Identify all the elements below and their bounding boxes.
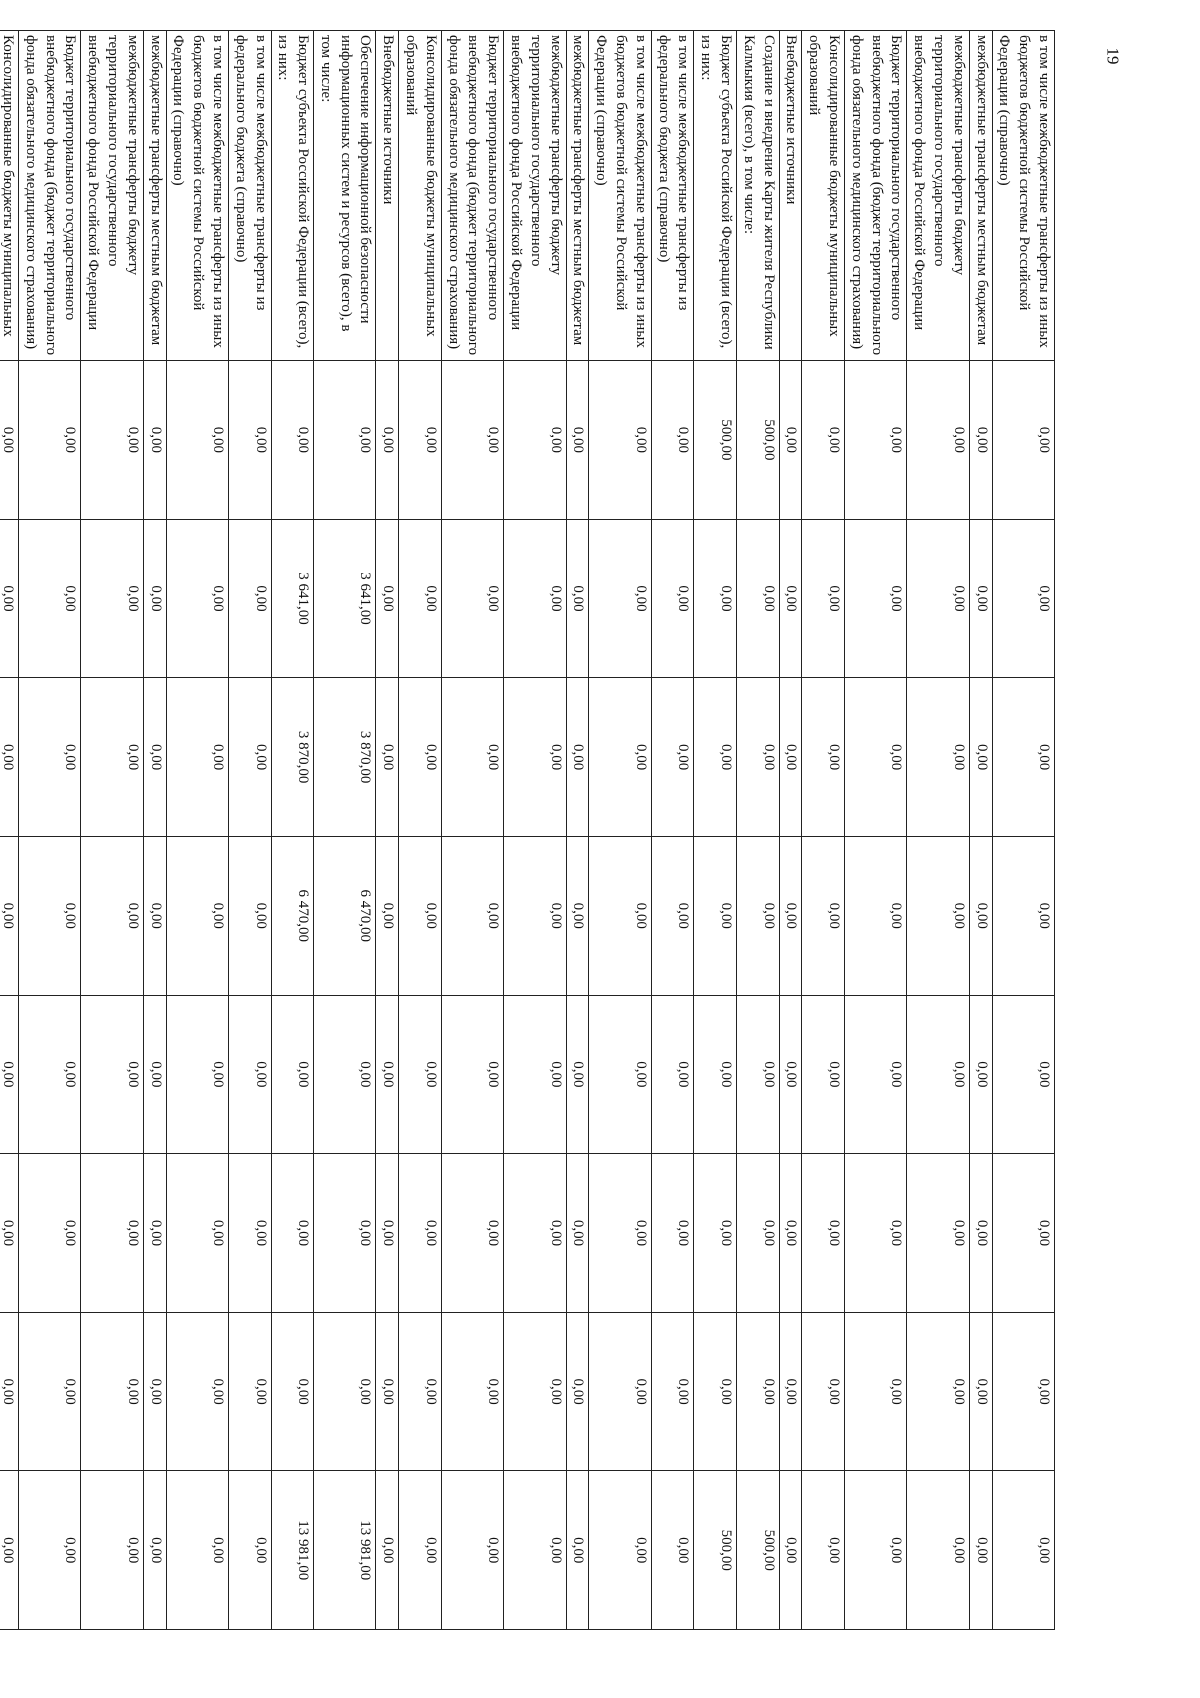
table-row [314, 31, 376, 1630]
value-cell: 0,00 [802, 1154, 845, 1313]
value-cell: 0,00 [589, 1154, 651, 1313]
value-cell: 0,00 [737, 519, 780, 678]
value-cell: 0,00 [566, 361, 589, 520]
value-cell: 0,00 [779, 519, 802, 678]
value-cell: 0,00 [845, 519, 907, 678]
value-cell: 0,00 [376, 678, 399, 837]
value-cell: 0,00 [441, 836, 503, 995]
value-cell: 0,00 [504, 1312, 566, 1471]
value-cell: 0,00 [845, 1471, 907, 1630]
value-cell: 0,00 [779, 678, 802, 837]
value-cell: 0,00 [504, 995, 566, 1154]
value-cell: 0,00 [18, 1312, 80, 1471]
value-cell: 0,00 [441, 1312, 503, 1471]
value-cell: 0,00 [0, 836, 18, 995]
value-cell: 0,00 [694, 995, 737, 1154]
value-cell: 0,00 [228, 1312, 271, 1471]
value-cell: 0,00 [802, 836, 845, 995]
value-cell: 0,00 [566, 519, 589, 678]
value-cell: 0,00 [314, 1154, 376, 1313]
value-cell: 0,00 [376, 1312, 399, 1471]
value-cell: 0,00 [589, 1312, 651, 1471]
value-cell: 3 641,00 [314, 519, 376, 678]
value-cell: 0,00 [969, 678, 992, 837]
value-cell: 0,00 [802, 361, 845, 520]
value-cell: 0,00 [143, 1154, 166, 1313]
value-cell: 0,00 [271, 1154, 314, 1313]
value-cell: 0,00 [0, 678, 18, 837]
row-label: в том числе межбюджетные трансферты из федерального бюджета (справочно) [228, 31, 271, 361]
table-row [907, 31, 969, 1630]
value-cell: 0,00 [271, 995, 314, 1154]
value-cell: 0,00 [566, 1471, 589, 1630]
value-cell: 0,00 [166, 361, 228, 520]
value-cell: 0,00 [992, 361, 1054, 520]
value-cell: 0,00 [992, 1154, 1054, 1313]
value-cell: 0,00 [143, 678, 166, 837]
value-cell: 0,00 [399, 1154, 442, 1313]
value-cell: 0,00 [651, 1471, 694, 1630]
value-cell: 0,00 [81, 361, 143, 520]
value-cell: 0,00 [589, 995, 651, 1154]
value-cell: 0,00 [441, 361, 503, 520]
value-cell: 0,00 [504, 678, 566, 837]
value-cell: 0,00 [441, 1154, 503, 1313]
value-cell: 500,00 [694, 1471, 737, 1630]
table-row [737, 31, 780, 1630]
row-label: Консолидированные бюджеты муниципальных образований [802, 31, 845, 361]
value-cell: 0,00 [166, 678, 228, 837]
row-label: в том числе межбюджетные трансферты из иных бюджетов бюджетной системы Российской Федерации (справочно) [992, 31, 1054, 361]
table-row [399, 31, 442, 1630]
table-row [566, 31, 589, 1630]
value-cell: 0,00 [143, 519, 166, 678]
row-label: Создание и внедрение Карты жителя Республики Калмыкия (всего), в том числе: [737, 31, 780, 361]
value-cell: 0,00 [651, 995, 694, 1154]
value-cell: 0,00 [504, 1154, 566, 1313]
value-cell: 0,00 [845, 361, 907, 520]
value-cell: 0,00 [504, 361, 566, 520]
row-label: Бюджет территориального государственного внебюджетного фонда (бюджет территориального фонда обязательного медицинского страхования) [441, 31, 503, 361]
value-cell: 0,00 [737, 1154, 780, 1313]
value-cell: 0,00 [376, 1471, 399, 1630]
value-cell: 0,00 [399, 836, 442, 995]
value-cell: 0,00 [566, 995, 589, 1154]
row-label: Бюджет территориального государственного внебюджетного фонда (бюджет территориального фонда обязательного медицинского страхования) [845, 31, 907, 361]
value-cell: 0,00 [271, 1312, 314, 1471]
value-cell: 0,00 [969, 361, 992, 520]
value-cell: 0,00 [802, 1312, 845, 1471]
value-cell: 0,00 [737, 1312, 780, 1471]
table-row [271, 31, 314, 1630]
value-cell: 0,00 [228, 361, 271, 520]
row-label: межбюджетные трансферты бюджету территориального государственного внебюджетного фонда Российской Федерации [81, 31, 143, 361]
value-cell: 0,00 [737, 995, 780, 1154]
value-cell: 0,00 [166, 1471, 228, 1630]
value-cell: 0,00 [228, 519, 271, 678]
value-cell: 0,00 [271, 361, 314, 520]
value-cell: 0,00 [0, 519, 18, 678]
budget-table-body [0, 31, 1055, 1630]
value-cell: 13 981,00 [271, 1471, 314, 1630]
value-cell: 0,00 [802, 1471, 845, 1630]
table-row [504, 31, 566, 1630]
value-cell: 0,00 [441, 519, 503, 678]
value-cell: 0,00 [228, 1154, 271, 1313]
value-cell: 0,00 [779, 1471, 802, 1630]
value-cell: 0,00 [18, 678, 80, 837]
value-cell: 500,00 [694, 361, 737, 520]
value-cell: 0,00 [376, 361, 399, 520]
value-cell: 6 470,00 [271, 836, 314, 995]
value-cell: 0,00 [399, 519, 442, 678]
value-cell: 0,00 [18, 995, 80, 1154]
table-row [166, 31, 228, 1630]
value-cell: 0,00 [143, 1312, 166, 1471]
table-row [228, 31, 271, 1630]
value-cell: 0,00 [81, 995, 143, 1154]
value-cell: 0,00 [802, 519, 845, 678]
value-cell: 0,00 [802, 995, 845, 1154]
value-cell: 0,00 [694, 836, 737, 995]
value-cell: 13 981,00 [314, 1471, 376, 1630]
value-cell: 0,00 [845, 995, 907, 1154]
value-cell: 0,00 [694, 1312, 737, 1471]
value-cell: 0,00 [18, 836, 80, 995]
table-row [18, 31, 80, 1630]
value-cell: 0,00 [907, 361, 969, 520]
value-cell: 0,00 [589, 361, 651, 520]
value-cell: 0,00 [399, 1471, 442, 1630]
value-cell: 0,00 [737, 836, 780, 995]
value-cell: 0,00 [399, 361, 442, 520]
value-cell: 0,00 [143, 361, 166, 520]
value-cell: 0,00 [589, 519, 651, 678]
value-cell: 500,00 [737, 1471, 780, 1630]
table-row [143, 31, 166, 1630]
value-cell: 0,00 [81, 1471, 143, 1630]
value-cell: 0,00 [376, 836, 399, 995]
table-row [376, 31, 399, 1630]
value-cell: 0,00 [228, 995, 271, 1154]
value-cell: 0,00 [166, 1154, 228, 1313]
value-cell: 0,00 [0, 995, 18, 1154]
value-cell: 0,00 [504, 1471, 566, 1630]
value-cell: 3 641,00 [271, 519, 314, 678]
value-cell: 0,00 [0, 1312, 18, 1471]
value-cell: 0,00 [589, 1471, 651, 1630]
value-cell: 0,00 [81, 1154, 143, 1313]
value-cell: 0,00 [18, 361, 80, 520]
value-cell: 0,00 [314, 1312, 376, 1471]
table-row [779, 31, 802, 1630]
table-row [969, 31, 992, 1630]
value-cell: 0,00 [18, 1471, 80, 1630]
row-label: в том числе межбюджетные трансферты из иных бюджетов бюджетной системы Российской Федерации (справочно) [589, 31, 651, 361]
value-cell: 0,00 [441, 995, 503, 1154]
value-cell: 500,00 [737, 361, 780, 520]
value-cell: 0,00 [0, 1154, 18, 1313]
value-cell: 0,00 [907, 836, 969, 995]
rotated-table-container [0, 30, 1055, 1630]
value-cell: 0,00 [0, 1471, 18, 1630]
value-cell: 0,00 [992, 1471, 1054, 1630]
value-cell: 0,00 [779, 361, 802, 520]
value-cell: 0,00 [566, 1154, 589, 1313]
value-cell: 0,00 [779, 1312, 802, 1471]
value-cell: 0,00 [81, 519, 143, 678]
value-cell: 0,00 [779, 1154, 802, 1313]
row-label: Консолидированные бюджеты муниципальных [0, 31, 18, 361]
value-cell: 0,00 [737, 678, 780, 837]
value-cell: 0,00 [694, 519, 737, 678]
row-label: межбюджетные трансферты местным бюджетам [566, 31, 589, 361]
value-cell: 0,00 [228, 678, 271, 837]
value-cell: 0,00 [969, 836, 992, 995]
value-cell: 0,00 [504, 519, 566, 678]
row-label: межбюджетные трансферты бюджету территориального государственного внебюджетного фонда Российской Федерации [504, 31, 566, 361]
value-cell: 0,00 [399, 678, 442, 837]
value-cell: 0,00 [907, 678, 969, 837]
table-row [694, 31, 737, 1630]
value-cell: 0,00 [969, 519, 992, 678]
value-cell: 0,00 [314, 995, 376, 1154]
value-cell: 0,00 [907, 519, 969, 678]
value-cell: 0,00 [376, 1154, 399, 1313]
value-cell: 0,00 [845, 678, 907, 837]
row-label: Внебюджетные источники [779, 31, 802, 361]
value-cell: 0,00 [399, 1312, 442, 1471]
value-cell: 0,00 [566, 678, 589, 837]
page-number: 19 [1103, 47, 1123, 65]
value-cell: 6 470,00 [314, 836, 376, 995]
value-cell: 0,00 [651, 678, 694, 837]
value-cell: 0,00 [566, 1312, 589, 1471]
value-cell: 0,00 [779, 836, 802, 995]
row-label: Обеспечение информационной безопасности информационных систем и ресурсов (всего), в том числе: [314, 31, 376, 361]
value-cell: 0,00 [694, 678, 737, 837]
value-cell: 0,00 [845, 1312, 907, 1471]
value-cell: 0,00 [651, 836, 694, 995]
value-cell: 0,00 [694, 1154, 737, 1313]
value-cell: 0,00 [376, 519, 399, 678]
table-row [81, 31, 143, 1630]
value-cell: 0,00 [969, 1154, 992, 1313]
value-cell: 0,00 [166, 995, 228, 1154]
value-cell: 0,00 [143, 1471, 166, 1630]
value-cell: 0,00 [441, 1471, 503, 1630]
table-row [651, 31, 694, 1630]
budget-table [0, 30, 1055, 1630]
value-cell: 0,00 [18, 1154, 80, 1313]
row-label: Бюджет субъекта Российской Федерации (всего), из них: [271, 31, 314, 361]
row-label: межбюджетные трансферты бюджету территориального государственного внебюджетного фонда Российской Федерации [907, 31, 969, 361]
value-cell: 0,00 [228, 1471, 271, 1630]
value-cell: 0,00 [845, 1154, 907, 1313]
value-cell: 0,00 [907, 1312, 969, 1471]
value-cell: 0,00 [0, 361, 18, 520]
value-cell: 0,00 [166, 519, 228, 678]
value-cell: 0,00 [651, 519, 694, 678]
value-cell: 0,00 [166, 836, 228, 995]
value-cell: 0,00 [314, 361, 376, 520]
value-cell: 0,00 [907, 1471, 969, 1630]
value-cell: 3 870,00 [314, 678, 376, 837]
row-label: межбюджетные трансферты местным бюджетам [143, 31, 166, 361]
value-cell: 0,00 [992, 1312, 1054, 1471]
value-cell: 0,00 [651, 361, 694, 520]
table-row [589, 31, 651, 1630]
row-label: Консолидированные бюджеты муниципальных образований [399, 31, 442, 361]
row-label: в том числе межбюджетные трансферты из федерального бюджета (справочно) [651, 31, 694, 361]
value-cell: 0,00 [992, 995, 1054, 1154]
value-cell: 0,00 [143, 836, 166, 995]
row-label: межбюджетные трансферты местным бюджетам [969, 31, 992, 361]
value-cell: 0,00 [441, 678, 503, 837]
table-row [0, 31, 18, 1630]
value-cell: 0,00 [589, 678, 651, 837]
value-cell: 0,00 [907, 995, 969, 1154]
value-cell: 0,00 [81, 678, 143, 837]
table-row [441, 31, 503, 1630]
value-cell: 0,00 [992, 678, 1054, 837]
table-row [802, 31, 845, 1630]
table-row [992, 31, 1054, 1630]
table-row [845, 31, 907, 1630]
value-cell: 0,00 [779, 995, 802, 1154]
value-cell: 0,00 [376, 995, 399, 1154]
value-cell: 0,00 [81, 1312, 143, 1471]
value-cell: 0,00 [651, 1312, 694, 1471]
value-cell: 0,00 [589, 836, 651, 995]
value-cell: 0,00 [228, 836, 271, 995]
row-label: в том числе межбюджетные трансферты из иных бюджетов бюджетной системы Российской Федерации (справочно) [166, 31, 228, 361]
value-cell: 0,00 [399, 995, 442, 1154]
value-cell: 0,00 [504, 836, 566, 995]
row-label: Внебюджетные источники [376, 31, 399, 361]
value-cell: 0,00 [992, 836, 1054, 995]
value-cell: 0,00 [651, 1154, 694, 1313]
value-cell: 0,00 [992, 519, 1054, 678]
value-cell: 3 870,00 [271, 678, 314, 837]
value-cell: 0,00 [969, 1471, 992, 1630]
value-cell: 0,00 [845, 836, 907, 995]
value-cell: 0,00 [18, 519, 80, 678]
value-cell: 0,00 [969, 995, 992, 1154]
value-cell: 0,00 [802, 678, 845, 837]
row-label: Бюджет территориального государственного внебюджетного фонда (бюджет территориального фонда обязательного медицинского страхования) [18, 31, 80, 361]
value-cell: 0,00 [969, 1312, 992, 1471]
value-cell: 0,00 [566, 836, 589, 995]
row-label: Бюджет субъекта Российской Федерации (всего), из них: [694, 31, 737, 361]
value-cell: 0,00 [143, 995, 166, 1154]
value-cell: 0,00 [166, 1312, 228, 1471]
value-cell: 0,00 [907, 1154, 969, 1313]
value-cell: 0,00 [81, 836, 143, 995]
